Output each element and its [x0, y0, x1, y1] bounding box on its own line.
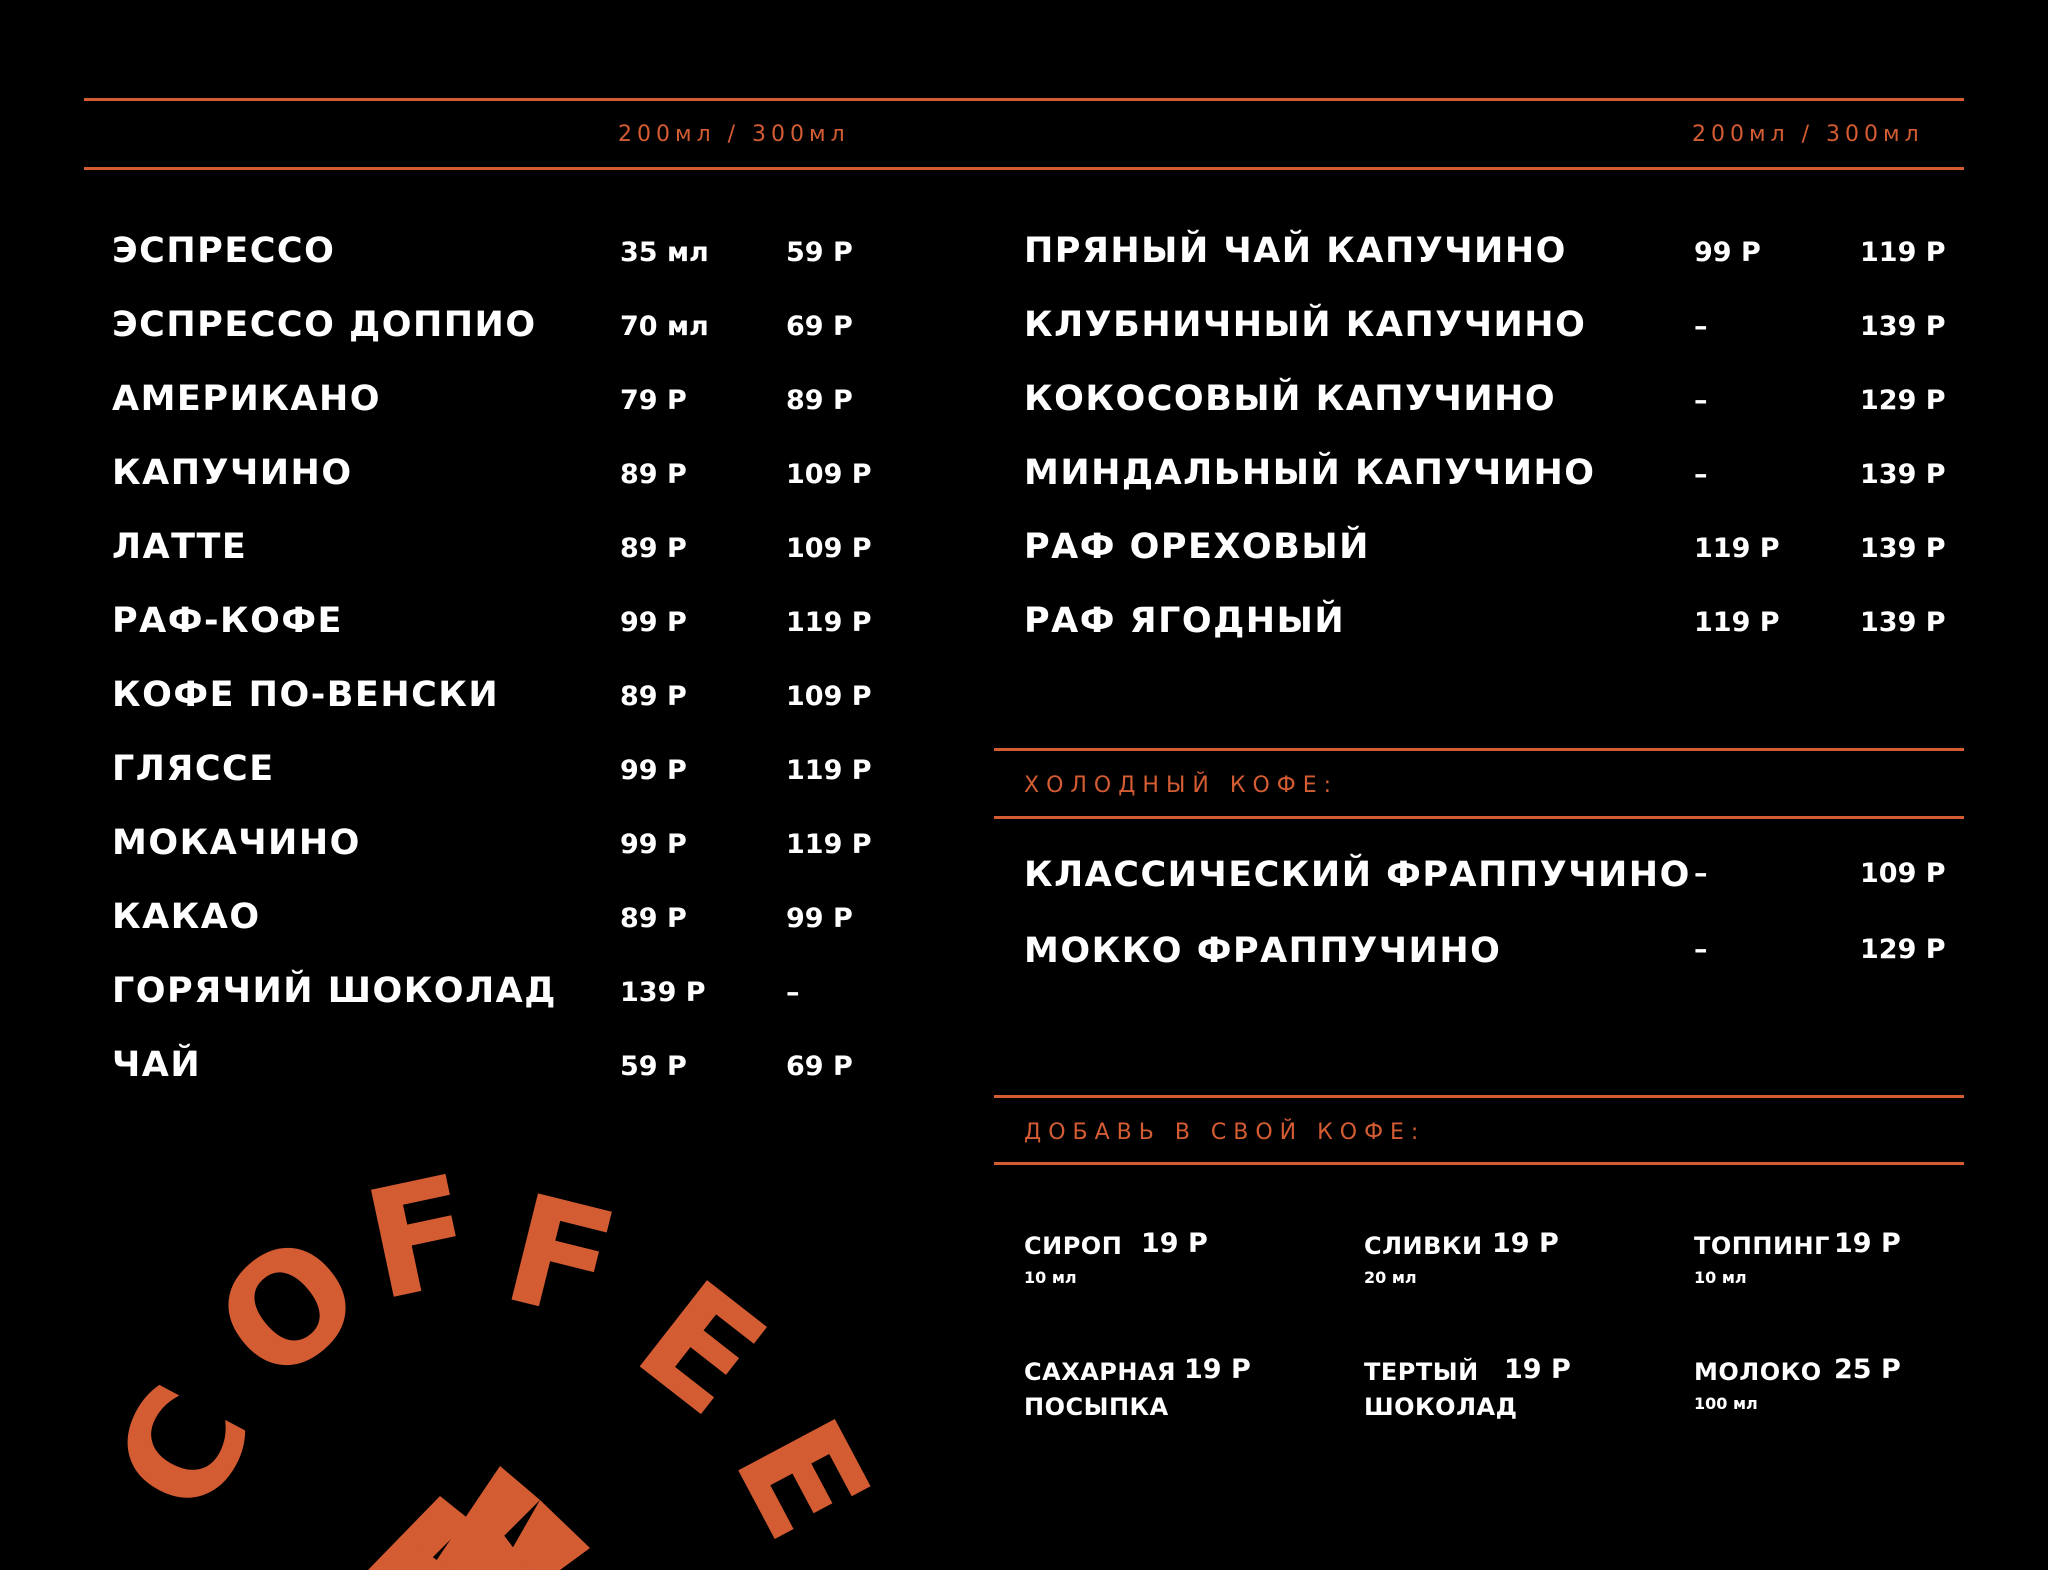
price-small: – [1694, 934, 1708, 965]
addon-name: МОЛОКО [1694, 1358, 1822, 1386]
price-large: 59 Р [786, 237, 853, 268]
addon-name: ТОППИНГ [1694, 1232, 1830, 1260]
price-small: 119 Р [1694, 607, 1780, 638]
addon-volume: 100 мл [1694, 1394, 1758, 1413]
price-large: 99 Р [786, 903, 853, 934]
price-large: 119 Р [786, 607, 872, 638]
menu-row [112, 674, 912, 724]
addon-item [1024, 1356, 1344, 1456]
menu-row [112, 304, 912, 354]
item-name: ЭСПРЕССО [112, 231, 336, 271]
menu-row [1024, 304, 1964, 354]
item-name: РАФ-КОФЕ [112, 601, 343, 641]
item-name: КЛУБНИЧНЫЙ КАПУЧИНО [1024, 305, 1587, 345]
menu-row [1024, 600, 1964, 650]
price-small: – [1694, 311, 1708, 342]
price-small: – [1694, 858, 1708, 889]
addon-volume: 20 мл [1364, 1268, 1417, 1287]
logo-letter: E [606, 1249, 795, 1450]
addon-volume: 10 мл [1024, 1268, 1077, 1287]
item-name: РАФ ЯГОДНЫЙ [1024, 601, 1346, 641]
addon-name: СИРОП [1024, 1232, 1123, 1260]
item-name: АМЕРИКАНО [112, 379, 382, 419]
item-name: ГЛЯССЕ [112, 749, 275, 789]
cold-bottom-rule [994, 816, 1964, 819]
item-name: ЧАЙ [112, 1045, 202, 1085]
item-name: МОКАЧИНО [112, 823, 361, 863]
addon-item [1024, 1230, 1344, 1330]
addons-bottom-rule [994, 1162, 1964, 1165]
price-small: – [1694, 459, 1708, 490]
menu-row [112, 378, 912, 428]
price-small: 89 Р [620, 681, 687, 712]
item-name: КАКАО [112, 897, 261, 937]
addon-price: 19 Р [1492, 1228, 1559, 1259]
addon-volume: 10 мл [1694, 1268, 1747, 1287]
addons-section-title: ДОБАВЬ В СВОЙ КОФЕ: [1024, 1120, 1426, 1145]
price-small: 99 Р [1694, 237, 1761, 268]
menu-row [112, 970, 912, 1020]
addon-name-line2: ПОСЫПКА [1024, 1393, 1169, 1421]
price-small: 79 Р [620, 385, 687, 416]
addon-price: 19 Р [1834, 1228, 1901, 1259]
menu-row [112, 1044, 912, 1094]
price-large: 119 Р [786, 755, 872, 786]
item-name: КОФЕ ПО-ВЕНСКИ [112, 675, 500, 715]
menu-row [112, 896, 912, 946]
price-large: 69 Р [786, 311, 853, 342]
price-large: 129 Р [1860, 934, 1946, 965]
price-large: – [786, 977, 800, 1008]
menu-row [112, 526, 912, 576]
addon-price: 25 Р [1834, 1354, 1901, 1385]
addon-item [1364, 1230, 1684, 1330]
addons-top-rule [994, 1095, 1964, 1098]
price-small: 99 Р [620, 607, 687, 638]
price-small: 35 мл [620, 237, 709, 268]
price-large: 139 Р [1860, 459, 1946, 490]
price-large: 139 Р [1860, 311, 1946, 342]
item-name: МОККО ФРАППУЧИНО [1024, 931, 1502, 971]
price-large: 109 Р [786, 459, 872, 490]
addon-item [1364, 1356, 1684, 1456]
price-large: 109 Р [1860, 858, 1946, 889]
menu-row [112, 600, 912, 650]
price-large: 129 Р [1860, 385, 1946, 416]
size-header-right: 200мл / 300мл [1692, 122, 1924, 147]
menu-row [1024, 526, 1964, 576]
menu-row [1024, 378, 1964, 428]
addon-name: СЛИВКИ [1364, 1232, 1483, 1260]
price-large: 69 Р [786, 1051, 853, 1082]
item-name: ГОРЯЧИЙ ШОКОЛАД [112, 971, 557, 1011]
price-small: 59 Р [620, 1051, 687, 1082]
price-large: 89 Р [786, 385, 853, 416]
cold-section-title: ХОЛОДНЫЙ КОФЕ: [1024, 773, 1339, 798]
menu-row [112, 230, 912, 280]
size-header-left: 200мл / 300мл [618, 122, 850, 147]
header-bottom-rule [84, 167, 1964, 170]
item-name: ЭСПРЕССО ДОППИО [112, 305, 537, 345]
cold-top-rule [994, 748, 1964, 751]
price-small: 89 Р [620, 533, 687, 564]
addon-item [1694, 1230, 2014, 1330]
price-small: 89 Р [620, 459, 687, 490]
price-small: 99 Р [620, 829, 687, 860]
logo-letter: F [351, 1143, 488, 1335]
price-large: 139 Р [1860, 607, 1946, 638]
price-small: 119 Р [1694, 533, 1780, 564]
menu-row [1024, 854, 1964, 904]
menu-row [1024, 930, 1964, 980]
addon-price: 19 Р [1504, 1354, 1571, 1385]
menu-row [1024, 452, 1964, 502]
menu-row [112, 822, 912, 872]
price-large: 109 Р [786, 681, 872, 712]
menu-row [112, 748, 912, 798]
item-name: КЛАССИЧЕСКИЙ ФРАППУЧИНО [1024, 855, 1691, 895]
item-name: РАФ ОРЕХОВЫЙ [1024, 527, 1370, 567]
item-name: КОКОСОВЫЙ КАПУЧИНО [1024, 379, 1557, 419]
item-name: КАПУЧИНО [112, 453, 353, 493]
addon-name-line2: ШОКОЛАД [1364, 1393, 1518, 1421]
logo-letter: O [184, 1201, 395, 1417]
top-rule [84, 98, 1964, 101]
price-large: 119 Р [1860, 237, 1946, 268]
logo-letter: C [81, 1360, 287, 1539]
price-small: 139 Р [620, 977, 706, 1008]
price-small: 70 мл [620, 311, 709, 342]
price-small: 89 Р [620, 903, 687, 934]
price-small: – [1694, 385, 1708, 416]
item-name: МИНДАЛЬНЫЙ КАПУЧИНО [1024, 453, 1596, 493]
price-large: 109 Р [786, 533, 872, 564]
addon-name: САХАРНАЯ [1024, 1358, 1176, 1386]
menu-row [1024, 230, 1964, 280]
price-small: 99 Р [620, 755, 687, 786]
addon-price: 19 Р [1141, 1228, 1208, 1259]
addon-name: ТЕРТЫЙ [1364, 1358, 1479, 1386]
logo-letter: E [700, 1393, 902, 1566]
item-name: ПРЯНЫЙ ЧАЙ КАПУЧИНО [1024, 231, 1567, 271]
item-name: ЛАТТЕ [112, 527, 248, 567]
logo-letter: F [489, 1162, 632, 1356]
menu-row [112, 452, 912, 502]
mountain-icon [368, 1466, 590, 1570]
price-large: 139 Р [1860, 533, 1946, 564]
price-large: 119 Р [786, 829, 872, 860]
addon-item [1694, 1356, 2014, 1456]
addon-price: 19 Р [1184, 1354, 1251, 1385]
